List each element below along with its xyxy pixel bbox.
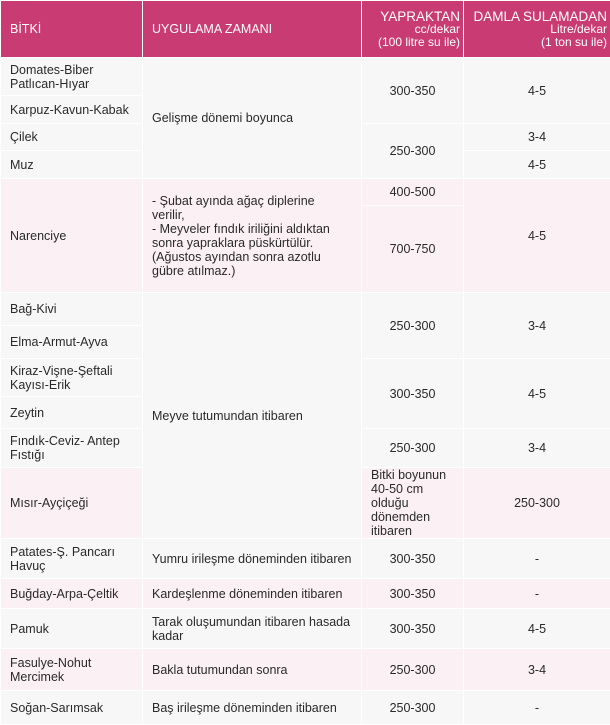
plant-cell: Bağ-Kivi bbox=[1, 293, 143, 326]
plant-cell: Fasulye-Nohut Mercimek bbox=[1, 649, 143, 691]
time-line: (Ağustos ayından sonra azotlu bbox=[152, 250, 361, 264]
table-row bbox=[1, 58, 610, 96]
header-foliar bbox=[362, 1, 464, 58]
drip-cell: 4-5 bbox=[464, 58, 610, 124]
table-row bbox=[1, 649, 610, 691]
time-cell: Yumru irileşme döneminden itibaren bbox=[143, 539, 362, 579]
foliar-cell: 300-350 bbox=[362, 539, 464, 579]
header-foliar-title: YAPRAKTAN bbox=[362, 10, 460, 23]
drip-cell: - bbox=[464, 691, 610, 725]
drip-cell: 4-5 bbox=[464, 179, 610, 293]
header-plant: BİTKİ bbox=[1, 1, 143, 58]
foliar-cell: 300-350 bbox=[362, 359, 464, 429]
time-line: verilir, bbox=[152, 208, 361, 222]
plant-cell: Soğan-Sarımsak bbox=[1, 691, 143, 725]
table-row bbox=[1, 179, 610, 206]
plant-cell: Mısır-Ayçiçeği bbox=[1, 468, 143, 539]
plant-cell: Kiraz-Vişne-Şeftali Kayısı-Erik bbox=[1, 359, 143, 397]
foliar-cell: 250-300 bbox=[362, 124, 464, 179]
foliar-cell: 250-300 bbox=[362, 649, 464, 691]
foliar-cell: 300-350 bbox=[362, 609, 464, 649]
foliar-cell: 700-750 bbox=[362, 206, 464, 293]
foliar-cell: 250-300 bbox=[464, 468, 610, 539]
drip-cell: 4-5 bbox=[464, 359, 610, 429]
time-line: sonra yapraklara püskürtülür. bbox=[152, 236, 361, 250]
drip-cell: 3-4 bbox=[464, 124, 610, 151]
plant-cell: Narenciye bbox=[1, 179, 143, 293]
plant-cell: Fındık-Ceviz- Antep Fıstığı bbox=[1, 429, 143, 468]
foliar-cell: 250-300 bbox=[362, 293, 464, 359]
header-drip-note: (1 ton su ile) bbox=[464, 36, 607, 49]
foliar-cell: 300-350 bbox=[362, 579, 464, 609]
time-line: - Şubat ayında ağaç diplerine bbox=[152, 194, 361, 208]
plant-cell: Zeytin bbox=[1, 397, 143, 429]
drip-cell: - bbox=[464, 539, 610, 579]
plant-cell: Karpuz-Kavun-Kabak bbox=[1, 96, 143, 124]
plant-cell: Elma-Armut-Ayva bbox=[1, 326, 143, 359]
time-line: gübre atılmaz.) bbox=[152, 264, 361, 278]
foliar-cell: 250-300 bbox=[362, 691, 464, 725]
plant-cell: Muz bbox=[1, 151, 143, 179]
header-foliar-unit: cc/dekar bbox=[362, 23, 460, 36]
time-cell: Gelişme dönemi boyunca bbox=[143, 58, 362, 179]
time-cell: Tarak oluşumundan itibaren hasada kadar bbox=[143, 609, 362, 649]
time-cell: Bitki boyunun 40-50 cm olduğu dönemden itibaren bbox=[362, 468, 464, 539]
drip-cell: 4-5 bbox=[464, 609, 610, 649]
drip-cell: - bbox=[464, 579, 610, 609]
table-row bbox=[1, 579, 610, 609]
time-cell: Baş irileşme döneminden itibaren bbox=[143, 691, 362, 725]
plant-cell: Çilek bbox=[1, 124, 143, 151]
drip-cell: 3-4 bbox=[464, 649, 610, 691]
drip-cell: 3-4 bbox=[464, 293, 610, 359]
table-row bbox=[1, 293, 610, 326]
foliar-cell: 300-350 bbox=[362, 58, 464, 124]
time-cell: Kardeşlenme döneminden itibaren bbox=[143, 579, 362, 609]
table-header-row bbox=[1, 1, 610, 58]
header-application-time: UYGULAMA ZAMANI bbox=[143, 1, 362, 58]
time-cell bbox=[143, 179, 362, 293]
plant-cell: Pamuk bbox=[1, 609, 143, 649]
drip-cell: 4-5 bbox=[464, 151, 610, 179]
foliar-cell: 400-500 bbox=[362, 179, 464, 206]
table-row bbox=[1, 609, 610, 649]
drip-cell: 3-4 bbox=[464, 429, 610, 468]
header-drip-unit: Litre/dekar bbox=[464, 23, 607, 36]
table-row bbox=[1, 691, 610, 725]
plant-cell: Buğday-Arpa-Çeltik bbox=[1, 579, 143, 609]
plant-cell: Domates-Biber Patlıcan-Hıyar bbox=[1, 58, 143, 96]
header-drip-title: DAMLA SULAMADAN bbox=[464, 10, 607, 23]
time-cell: Bakla tutumundan sonra bbox=[143, 649, 362, 691]
time-cell: Meyve tutumundan itibaren bbox=[143, 293, 362, 539]
header-drip bbox=[464, 1, 610, 58]
foliar-cell: 250-300 bbox=[362, 429, 464, 468]
table-row bbox=[1, 539, 610, 579]
header-foliar-note: (100 litre su ile) bbox=[362, 36, 460, 49]
plant-cell: Patates-Ş. Pancarı Havuç bbox=[1, 539, 143, 579]
time-line: - Meyveler fındık iriliğini aldıktan bbox=[152, 222, 361, 236]
